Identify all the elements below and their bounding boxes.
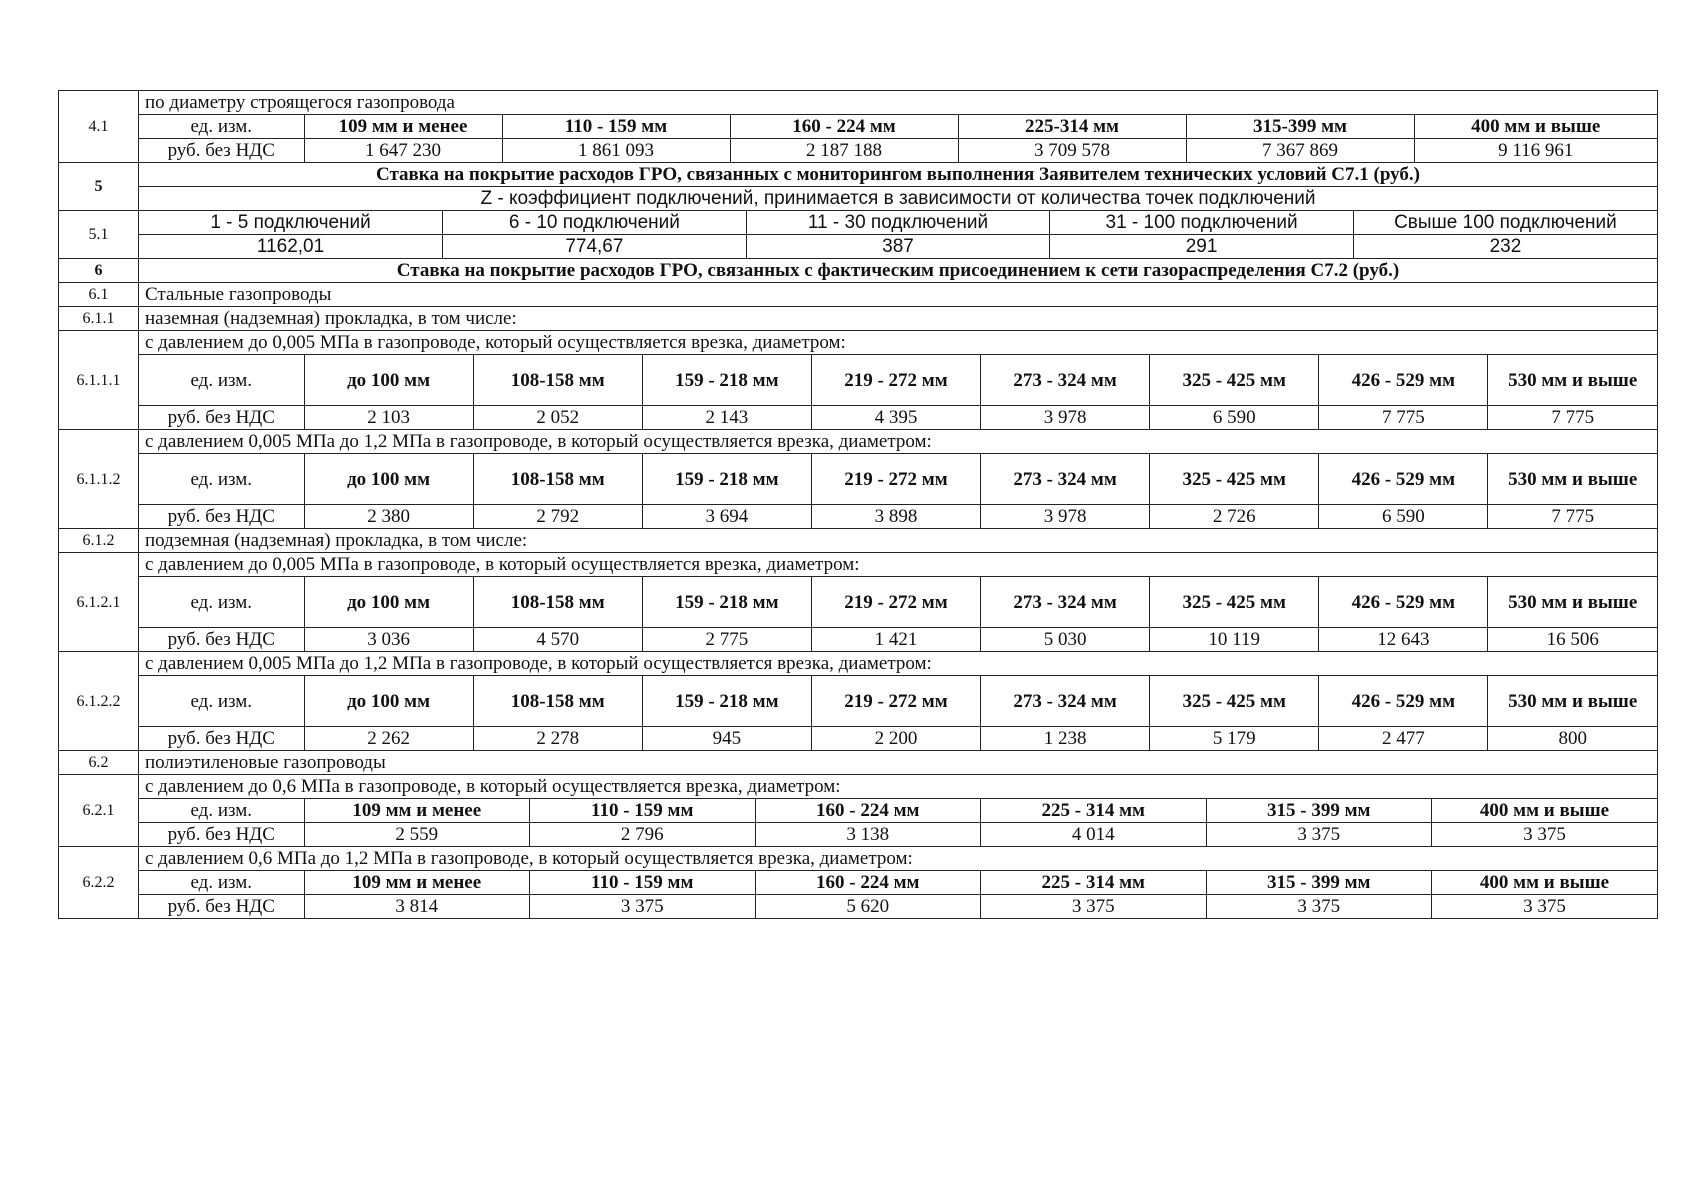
price-value: 3 375 bbox=[981, 895, 1207, 919]
price-value: 4 395 bbox=[811, 406, 980, 430]
price-value: 2 792 bbox=[473, 505, 642, 529]
price-value: 2 796 bbox=[530, 823, 756, 847]
price-value: 2 559 bbox=[304, 823, 530, 847]
price-value: 5 030 bbox=[981, 628, 1150, 652]
price-value: 3 978 bbox=[981, 406, 1150, 430]
steel-price-grid-6-1-1-1 bbox=[139, 355, 1657, 429]
price-value: 16 506 bbox=[1488, 628, 1657, 652]
price-value: 10 119 bbox=[1150, 628, 1319, 652]
price-value: 7 775 bbox=[1319, 406, 1488, 430]
diameter-header: 159 - 218 мм bbox=[642, 577, 811, 628]
price-value: 3 709 578 bbox=[958, 139, 1186, 163]
diameter-header: 273 - 324 мм bbox=[981, 355, 1150, 406]
diameter-header: 219 - 272 мм bbox=[811, 577, 980, 628]
section-number: 6.2.1 bbox=[59, 775, 139, 847]
connections-value: 387 bbox=[746, 235, 1050, 259]
price-value: 945 bbox=[642, 727, 811, 751]
diameter-header: 108-158 мм bbox=[473, 355, 642, 406]
diameter-header: до 100 мм bbox=[304, 355, 473, 406]
price-label: руб. без НДС bbox=[139, 406, 304, 430]
connections-value: 291 bbox=[1050, 235, 1354, 259]
section-number: 4.1 bbox=[59, 91, 139, 163]
section-heading: Ставка на покрытие расходов ГРО, связанных с фактическим присоединением к сети газораспределения С7.2 (руб.) bbox=[139, 259, 1658, 283]
connections-header: 11 - 30 подключений bbox=[746, 211, 1050, 235]
diameter-header: 315-399 мм bbox=[1186, 115, 1414, 139]
price-value: 7 775 bbox=[1488, 406, 1657, 430]
section-title: подземная (надземная) прокладка, в том числе: bbox=[139, 529, 1658, 553]
price-value: 3 375 bbox=[530, 895, 756, 919]
connections-header: 1 - 5 подключений bbox=[139, 211, 443, 235]
diameter-header: 273 - 324 мм bbox=[981, 454, 1150, 505]
price-value: 2 143 bbox=[642, 406, 811, 430]
diameter-header: 109 мм и менее bbox=[304, 871, 530, 895]
price-value: 2 262 bbox=[304, 727, 473, 751]
diameter-header: 426 - 529 мм bbox=[1319, 454, 1488, 505]
price-value: 3 375 bbox=[1432, 895, 1658, 919]
diameter-header: до 100 мм bbox=[304, 676, 473, 727]
diameter-header: 219 - 272 мм bbox=[811, 355, 980, 406]
diameter-header: 160 - 224 мм bbox=[755, 871, 981, 895]
section-number: 6.1.2 bbox=[59, 529, 139, 553]
price-value: 3 814 bbox=[304, 895, 530, 919]
price-value: 2 726 bbox=[1150, 505, 1319, 529]
diameter-header: 159 - 218 мм bbox=[642, 454, 811, 505]
section-title: с давлением 0,6 МПа до 1,2 МПа в газопроводе, в который осуществляется врезка, диаметром: bbox=[139, 847, 1658, 871]
diameter-header: 160 - 224 мм bbox=[730, 115, 958, 139]
connections-value: 232 bbox=[1353, 235, 1657, 259]
section-number: 6.1.2.1 bbox=[59, 553, 139, 652]
price-label: руб. без НДС bbox=[139, 628, 304, 652]
price-value: 3 978 bbox=[981, 505, 1150, 529]
diameter-header: 225 - 314 мм bbox=[981, 799, 1207, 823]
connections-value: 1162,01 bbox=[139, 235, 443, 259]
price-value: 2 052 bbox=[473, 406, 642, 430]
price-value: 2 187 188 bbox=[730, 139, 958, 163]
diameter-header: 273 - 324 мм bbox=[981, 676, 1150, 727]
price-value: 3 694 bbox=[642, 505, 811, 529]
z-coefficient-note: Z - коэффициент подключений, принимается в зависимости от количества точек подключений bbox=[139, 187, 1658, 211]
diameter-header: 109 мм и менее bbox=[304, 115, 502, 139]
diameter-header: 325 - 425 мм bbox=[1150, 676, 1319, 727]
price-value: 9 116 961 bbox=[1414, 139, 1657, 163]
section-number: 6.1.2.2 bbox=[59, 652, 139, 751]
connections-grid bbox=[139, 211, 1657, 258]
price-value: 2 103 bbox=[304, 406, 473, 430]
diameter-header: 426 - 529 мм bbox=[1319, 355, 1488, 406]
connections-header: Свыше 100 подключений bbox=[1353, 211, 1657, 235]
diameter-header: 426 - 529 мм bbox=[1319, 676, 1488, 727]
diameter-header: 159 - 218 мм bbox=[642, 355, 811, 406]
price-value: 1 421 bbox=[811, 628, 980, 652]
section-title: с давлением 0,005 МПа до 1,2 МПа в газопроводе, в который осуществляется врезка, диаметром: bbox=[139, 652, 1658, 676]
price-label: руб. без НДС bbox=[139, 139, 304, 163]
price-value: 800 bbox=[1488, 727, 1657, 751]
section-number: 6.1.1 bbox=[59, 307, 139, 331]
row-4-1-title bbox=[59, 91, 1658, 115]
diameter-header: 225 - 314 мм bbox=[981, 871, 1207, 895]
unit-label: ед. изм. bbox=[139, 577, 304, 628]
connections-header: 31 - 100 подключений bbox=[1050, 211, 1354, 235]
connections-value: 774,67 bbox=[443, 235, 747, 259]
price-value: 2 477 bbox=[1319, 727, 1488, 751]
section-number: 6.1.1.2 bbox=[59, 430, 139, 529]
diameter-header: 530 мм и выше bbox=[1488, 676, 1657, 727]
connections-header: 6 - 10 подключений bbox=[443, 211, 747, 235]
steel-price-grid-6-1-2-2 bbox=[139, 676, 1657, 750]
price-value: 4 570 bbox=[473, 628, 642, 652]
section-number: 6.2.2 bbox=[59, 847, 139, 919]
diameter-header: 400 мм и выше bbox=[1432, 799, 1658, 823]
price-value: 5 179 bbox=[1150, 727, 1319, 751]
diameter-header: 325 - 425 мм bbox=[1150, 577, 1319, 628]
section-title: с давлением до 0,005 МПа в газопроводе, в который осуществляется врезка, диаметром: bbox=[139, 553, 1658, 577]
diameter-header: 315 - 399 мм bbox=[1206, 871, 1432, 895]
diameter-header: 530 мм и выше bbox=[1488, 355, 1657, 406]
diameter-header: 530 мм и выше bbox=[1488, 577, 1657, 628]
diameter-header: 110 - 159 мм bbox=[502, 115, 730, 139]
price-value: 3 138 bbox=[755, 823, 981, 847]
diameter-header: 108-158 мм bbox=[473, 577, 642, 628]
diameter-header: 400 мм и выше bbox=[1414, 115, 1657, 139]
unit-label: ед. изм. bbox=[139, 454, 304, 505]
unit-label: ед. изм. bbox=[139, 799, 304, 823]
price-value: 2 278 bbox=[473, 727, 642, 751]
price-value: 2 200 bbox=[811, 727, 980, 751]
poly-price-grid-6-2-2 bbox=[139, 871, 1657, 918]
diameter-header: 160 - 224 мм bbox=[755, 799, 981, 823]
section-title: полиэтиленовые газопроводы bbox=[139, 751, 1658, 775]
price-value: 2 775 bbox=[642, 628, 811, 652]
diameter-header: до 100 мм bbox=[304, 454, 473, 505]
diameter-header: 325 - 425 мм bbox=[1150, 355, 1319, 406]
unit-label: ед. изм. bbox=[139, 871, 304, 895]
price-value: 12 643 bbox=[1319, 628, 1488, 652]
price-label: руб. без НДС bbox=[139, 505, 304, 529]
price-value: 7 367 869 bbox=[1186, 139, 1414, 163]
diameter-header: 325 - 425 мм bbox=[1150, 454, 1319, 505]
tariff-document bbox=[58, 90, 1658, 919]
diameter-header: 426 - 529 мм bbox=[1319, 577, 1488, 628]
price-value: 5 620 bbox=[755, 895, 981, 919]
section-title: с давлением до 0,6 МПа в газопроводе, в который осуществляется врезка, диаметром: bbox=[139, 775, 1658, 799]
price-label: руб. без НДС bbox=[139, 895, 304, 919]
diameter-header: 108-158 мм bbox=[473, 676, 642, 727]
price-label: руб. без НДС bbox=[139, 727, 304, 751]
section-title: по диаметру строящегося газопровода bbox=[139, 91, 1658, 115]
price-value: 2 380 bbox=[304, 505, 473, 529]
price-value: 3 375 bbox=[1206, 823, 1432, 847]
price-value: 1 647 230 bbox=[304, 139, 502, 163]
section-title: с давлением до 0,005 МПа в газопроводе, который осуществляется врезка, диаметром: bbox=[139, 331, 1658, 355]
unit-label: ед. изм. bbox=[139, 676, 304, 727]
diameter-header: 108-158 мм bbox=[473, 454, 642, 505]
section-number: 5.1 bbox=[59, 211, 139, 259]
section-number: 6.1 bbox=[59, 283, 139, 307]
diameter-header: 110 - 159 мм bbox=[530, 871, 756, 895]
price-value: 7 775 bbox=[1488, 505, 1657, 529]
diameter-header: 273 - 324 мм bbox=[981, 577, 1150, 628]
section-heading: Ставка на покрытие расходов ГРО, связанных с мониторингом выполнения Заявителем технических условий С7.1 (руб.) bbox=[139, 163, 1658, 187]
price-value: 3 375 bbox=[1206, 895, 1432, 919]
section-number: 6 bbox=[59, 259, 139, 283]
row-4-1-grid bbox=[59, 115, 1658, 163]
price-value: 6 590 bbox=[1319, 505, 1488, 529]
price-value: 4 014 bbox=[981, 823, 1207, 847]
unit-label: ед. изм. bbox=[139, 115, 304, 139]
diameter-price-grid-4-1 bbox=[139, 115, 1657, 162]
section-number: 5 bbox=[59, 163, 139, 211]
steel-price-grid-6-1-1-2 bbox=[139, 454, 1657, 528]
price-value: 1 238 bbox=[981, 727, 1150, 751]
price-value: 1 861 093 bbox=[502, 139, 730, 163]
diameter-header: 315 - 399 мм bbox=[1206, 799, 1432, 823]
section-title: наземная (надземная) прокладка, в том числе: bbox=[139, 307, 1658, 331]
section-title: с давлением 0,005 МПа до 1,2 МПа в газопроводе, в который осуществляется врезка, диаметром: bbox=[139, 430, 1658, 454]
poly-price-grid-6-2-1 bbox=[139, 799, 1657, 846]
diameter-header: 159 - 218 мм bbox=[642, 676, 811, 727]
price-value: 3 036 bbox=[304, 628, 473, 652]
price-value: 3 898 bbox=[811, 505, 980, 529]
diameter-header: 110 - 159 мм bbox=[530, 799, 756, 823]
diameter-header: 109 мм и менее bbox=[304, 799, 530, 823]
section-title: Стальные газопроводы bbox=[139, 283, 1658, 307]
diameter-header: 219 - 272 мм bbox=[811, 676, 980, 727]
diameter-header: 530 мм и выше bbox=[1488, 454, 1657, 505]
price-value: 6 590 bbox=[1150, 406, 1319, 430]
price-value: 3 375 bbox=[1432, 823, 1658, 847]
diameter-header: до 100 мм bbox=[304, 577, 473, 628]
diameter-header: 219 - 272 мм bbox=[811, 454, 980, 505]
steel-price-grid-6-1-2-1 bbox=[139, 577, 1657, 651]
tariff-table bbox=[58, 90, 1658, 919]
section-number: 6.2 bbox=[59, 751, 139, 775]
section-number: 6.1.1.1 bbox=[59, 331, 139, 430]
diameter-header: 225-314 мм bbox=[958, 115, 1186, 139]
price-label: руб. без НДС bbox=[139, 823, 304, 847]
unit-label: ед. изм. bbox=[139, 355, 304, 406]
diameter-header: 400 мм и выше bbox=[1432, 871, 1658, 895]
